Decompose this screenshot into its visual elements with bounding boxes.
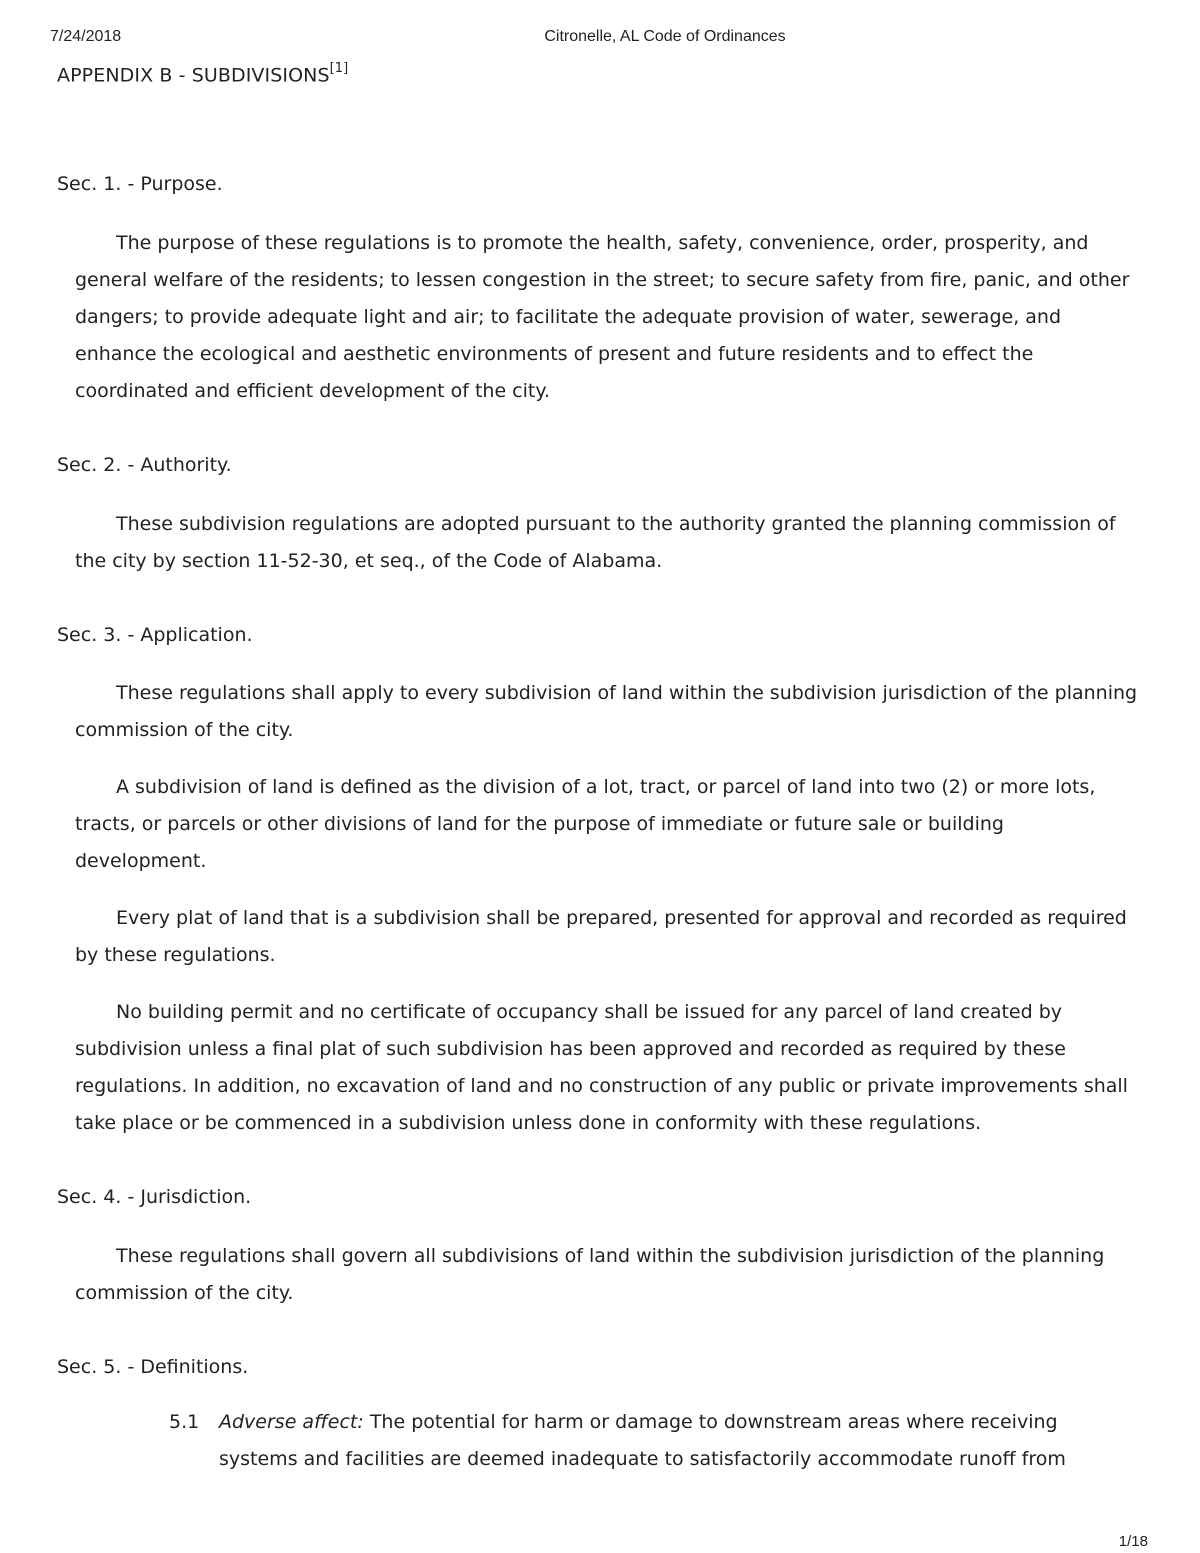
section-paragraph: These subdivision regulations are adopted pursuant to the authority granted the planning commission of the city by section 11-52-30, et seq., of the Code of Alabama. — [75, 513, 1116, 572]
print-header-date: 7/24/2018 — [50, 28, 122, 45]
section-paragraph: The purpose of these regulations is to promote the health, safety, convenience, order, prosperity, and general welfare of the residents; to lessen congestion in the street; to secure safety from fire, panic, and other dangers; to provide adequate light and air; to facilitate the adequate provision of water, sewerage, and enhance the ecological and aesthetic environments of present and future residents and to effect the coordinated and efficient development of the city. — [75, 232, 1130, 402]
section-heading: Sec. 2. - Authority. — [57, 454, 232, 476]
definition-number: 5.1 — [169, 1411, 200, 1433]
section-paragraph: Every plat of land that is a subdivision shall be prepared, presented for approval and recorded as required by these regulations. — [75, 907, 1127, 966]
definition-term: Adverse affect: — [219, 1411, 364, 1433]
footnote-link[interactable]: [1] — [329, 61, 349, 76]
section-heading: Sec. 3. - Application. — [57, 624, 253, 646]
section-paragraph: These regulations shall apply to every subdivision of land within the subdivision jurisdiction of the planning commission of the city. — [75, 682, 1138, 741]
section-paragraph: A subdivision of land is defined as the division of a lot, tract, or parcel of land into two (2) or more lots, tracts, or parcels or other divisions of land for the purpose of immediate or future sale or building development. — [75, 776, 1096, 872]
section-paragraph: No building permit and no certificate of occupancy shall be issued for any parcel of land created by subdivision unless a final plat of such subdivision has been approved and recorded as required by these regulations. In addition, no excavation of land and no construction of any public or private improvements shall take place or be commenced in a subdivision unless done in conformity with these regulations. — [75, 1001, 1128, 1134]
appendix-title — [57, 63, 348, 86]
definition-item — [169, 1404, 1089, 1478]
page-number: 1/18 — [1118, 1533, 1148, 1550]
appendix-title-text: APPENDIX B - SUBDIVISIONS — [57, 64, 330, 87]
section-heading: Sec. 1. - Purpose. — [57, 173, 223, 195]
section-heading: Sec. 4. - Jurisdiction. — [57, 1186, 252, 1208]
section-heading: Sec. 5. - Definitions. — [57, 1356, 249, 1378]
section-paragraph: These regulations shall govern all subdivisions of land within the subdivision jurisdiction of the planning commission of the city. — [75, 1245, 1105, 1304]
print-header-title: Citronelle, AL Code of Ordinances — [544, 28, 786, 45]
definition-text: The potential for harm or damage to downstream areas where receiving systems and facilities are deemed inadequate to satisfactorily accommodate runoff from — [219, 1411, 1066, 1470]
definition-body — [219, 1404, 1089, 1478]
